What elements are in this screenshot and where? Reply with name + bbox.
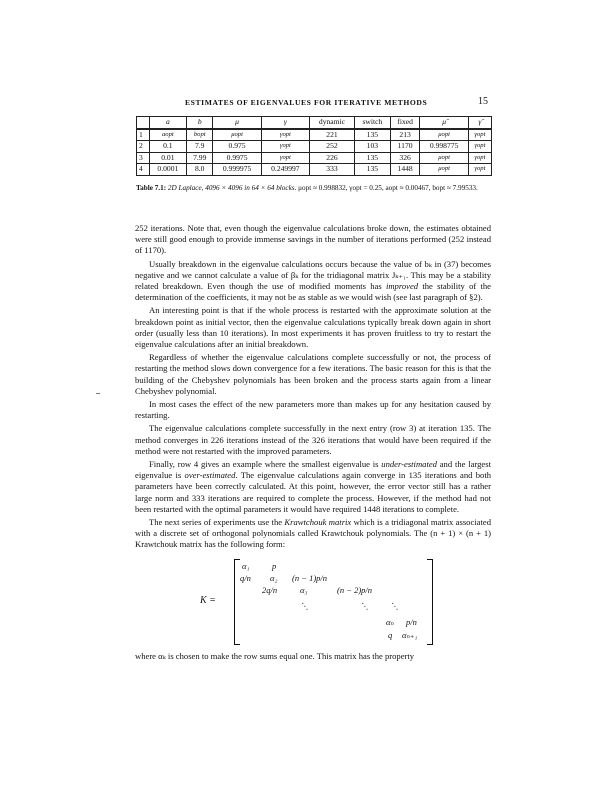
- matrix-entry: α₁: [242, 560, 250, 571]
- right-bracket: [427, 559, 433, 645]
- emphasis-text: Krawtchouk matrix: [284, 517, 352, 528]
- paragraph-text: 252 iterations. Note that, even though the eigenvalue calculations broke down, the estimates obtained were still good enough to provide immense savings in the number of iterations performed (252 instead of 1170).: [135, 223, 491, 256]
- caption-label: Table 7.1:: [136, 184, 167, 192]
- results-table: [136, 116, 492, 176]
- table-header-row: [137, 117, 492, 129]
- header-index: [137, 117, 150, 129]
- caption-rest: μopt ≈ 0.998832, γopt = 0.25, aopt ≈ 0.00467, bopt ≈ 7.99533.: [298, 184, 478, 192]
- caption-italic: 2D Laplace, 4096 × 4096 in 64 × 64 blocks.: [167, 184, 297, 192]
- paragraph-text: The next series of experiments use the: [149, 517, 285, 528]
- matrix-entry: (n − 1)p/n: [292, 572, 328, 583]
- header-mu-hat: μ̂: [420, 117, 468, 129]
- matrix-entry: p/n: [406, 616, 417, 627]
- body-text: [135, 223, 491, 551]
- paragraph: [135, 517, 491, 551]
- table-cell: γopt: [468, 141, 491, 153]
- table-cell: 221: [310, 129, 355, 141]
- table-cell: 252: [310, 141, 355, 153]
- table-cell: 0.01: [149, 152, 186, 164]
- matrix-entry: q/n: [240, 572, 251, 583]
- paragraph-text: An interesting point is that if the whole process is restarted with the approximate solution at the breakdown point as initial vector, then the eigenvalue calculations typically break down again in short order (usually less than 10 iterations). In most experiments it has proven fruitless to try to restart the eigenvalue calculations after an initial breakdown.: [135, 305, 491, 350]
- paragraph: [135, 459, 491, 515]
- page-number: 15: [478, 96, 488, 107]
- matrix-lhs: K =: [200, 594, 216, 606]
- matrix-entry: ⋱: [300, 600, 309, 611]
- paragraph-text: which is a tridiagonal matrix associated with a discrete set of orthogonal polynomials called Krawtchouk polynomials. The (n + 1) × (n + 1) Krawtchouk matrix has the following form:: [135, 517, 491, 550]
- matrix-entry: ⋱: [360, 600, 369, 611]
- table-cell: μopt: [213, 129, 261, 141]
- paragraph-text: The eigenvalue calculations complete successfully in the next entry (row 3) at iteration 135. The method converges in 226 iterations instead of the 326 iterations that would have been required if the method were not restarted with the improved parameters.: [135, 423, 491, 456]
- table-cell: 7.9: [187, 141, 213, 153]
- running-head: ESTIMATES OF EIGENVALUES FOR ITERATIVE METHODS: [185, 98, 428, 107]
- table-cell: 333: [310, 164, 355, 176]
- after-matrix-text: where αₖ is chosen to make the row sums equal one. This matrix has the property: [135, 650, 415, 661]
- header-gamma: γ: [261, 117, 309, 129]
- table-cell: 135: [354, 129, 390, 141]
- paragraph: [135, 259, 491, 304]
- table-cell: 0.249997: [261, 164, 309, 176]
- table-cell: 1170: [390, 141, 420, 153]
- header-mu: μ: [213, 117, 261, 129]
- table-cell: 103: [354, 141, 390, 153]
- header-dynamic: dynamic: [310, 117, 355, 129]
- table-row: [137, 152, 492, 164]
- paragraph-text: Regardless of whether the eigenvalue calculations complete successfully or not, the process of restarting the method slows down convergence for a few iterations. The basic reason for this is that the building of the Chebyshev polynomials has been broken and the process starts again from a linear Chebyshev polynomial.: [135, 352, 491, 396]
- table-cell: γopt: [261, 152, 309, 164]
- table-cell: μopt: [420, 152, 468, 164]
- matrix-entry: α₂: [270, 572, 278, 583]
- paragraph: [135, 352, 491, 397]
- table-cell: 135: [354, 164, 390, 176]
- table-cell: aopt: [149, 129, 186, 141]
- header-a: a: [149, 117, 186, 129]
- table-caption: [136, 183, 496, 194]
- table-cell: 8.0: [187, 164, 213, 176]
- table-cell: 0.975: [213, 141, 261, 153]
- matrix-entry: (n − 2)p/n: [337, 584, 373, 595]
- table-cell: γopt: [261, 141, 309, 153]
- table-cell: 4: [137, 164, 150, 176]
- paragraph-text: and the largest eigenvalue is: [135, 459, 491, 481]
- table-cell: μopt: [420, 164, 468, 176]
- table-cell: γopt: [261, 129, 309, 141]
- table-row: [137, 164, 492, 176]
- table-cell: γopt: [468, 164, 491, 176]
- emphasis-text: over-estimated: [184, 470, 236, 481]
- matrix-entry: 2q/n: [262, 584, 278, 595]
- matrix-entry: α₃: [300, 584, 308, 595]
- emphasis-text: under-estimated: [381, 459, 437, 470]
- text-column: [135, 223, 491, 662]
- table-cell: 1: [137, 129, 150, 141]
- table-cell: 226: [310, 152, 355, 164]
- header-gamma-hat: γ̂: [468, 117, 491, 129]
- paragraph: [135, 305, 491, 350]
- table-cell: 0.998775: [420, 141, 468, 153]
- table-body: [137, 129, 492, 176]
- table-cell: γopt: [468, 152, 491, 164]
- table-cell: 7.99: [187, 152, 213, 164]
- table-cell: bopt: [187, 129, 213, 141]
- left-bracket: [234, 559, 240, 645]
- table-cell: 0.1: [149, 141, 186, 153]
- table-cell: 0.999975: [213, 164, 261, 176]
- table-row: [137, 141, 492, 153]
- paragraph-text: . The eigenvalue calculations again converge in 135 iterations and both parameters have been correctly calculated. At this point, however, the error vector still has a rather large norm and 333 iterations are required to complete the process. However, if the method had not been restarted with the optimal parameters it would have required 1448 iterations to complete.: [135, 470, 491, 514]
- matrix-entry: p: [272, 560, 277, 571]
- table-cell: 2: [137, 141, 150, 153]
- header-fixed: fixed: [390, 117, 420, 129]
- table-cell: μopt: [420, 129, 468, 141]
- paragraph-text: Finally, row 4 gives an example where the smallest eigenvalue is: [149, 459, 382, 470]
- matrix-entry: q: [388, 629, 393, 640]
- matrix-entry: ⋱: [390, 600, 399, 611]
- table-cell: 3: [137, 152, 150, 164]
- paragraph-text: the stability of the determination of the coefficients, it may not be as stable as we would wish (see last paragraph of §2).: [135, 281, 491, 303]
- header-b: b: [187, 117, 213, 129]
- table-cell: γopt: [468, 129, 491, 141]
- paragraph: [135, 423, 491, 457]
- emphasis-text: improved: [385, 281, 419, 292]
- matrix-entry: αₙ₊₁: [402, 629, 418, 640]
- table-cell: 135: [354, 152, 390, 164]
- table-cell: 0.9975: [213, 152, 261, 164]
- matrix-entry: αₙ: [386, 616, 394, 627]
- header-switch: switch: [354, 117, 390, 129]
- paragraph-text: Usually breakdown in the eigenvalue calculations occurs because the value of bₖ in (37) becomes negative and we cannot calculate a value of βₖ for the tridiagonal matrix Jₖ₊₁. This may be a stability related breakdown. Even though the use of modified moments has: [135, 258, 491, 292]
- paragraph-text: In most cases the effect of the new parameters more than makes up for any hesitation caused by restarting.: [135, 399, 491, 421]
- table-cell: 1448: [390, 164, 420, 176]
- krawtchouk-matrix: [200, 559, 440, 645]
- paragraph: [135, 399, 491, 421]
- paragraph: [135, 223, 491, 257]
- table-row: [137, 129, 492, 141]
- scan-mark: [96, 393, 100, 394]
- table-cell: 0.0001: [149, 164, 186, 176]
- table-cell: 326: [390, 152, 420, 164]
- table-cell: 213: [390, 129, 420, 141]
